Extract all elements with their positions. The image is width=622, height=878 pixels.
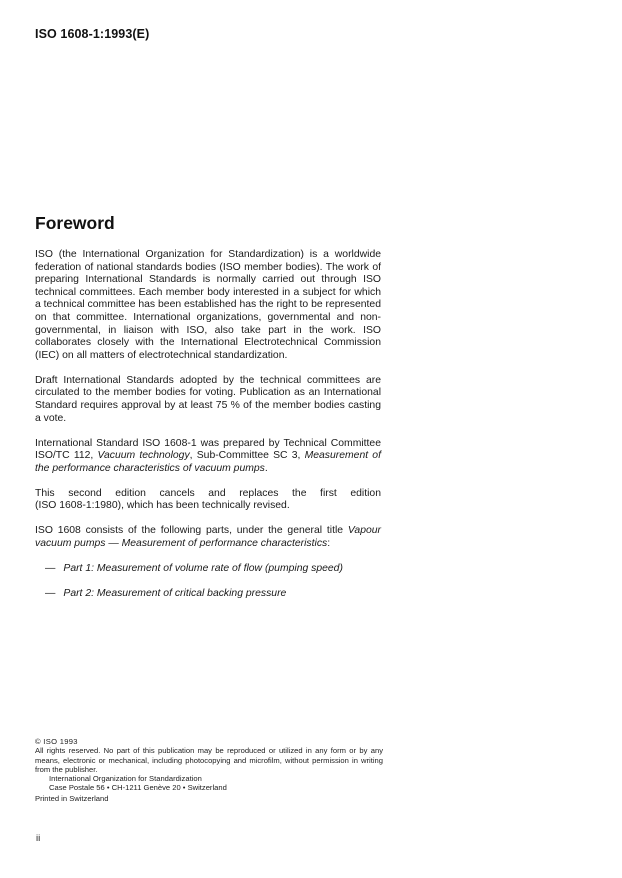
parts-intro-text-1: ISO 1608 consists of the following parts, under the general title (35, 525, 348, 537)
copyright-line: © ISO 1993 (35, 737, 78, 746)
paragraph-parts-intro (35, 525, 381, 550)
parts-intro-text-2: : (327, 537, 331, 549)
em-dash-bullet: — (45, 562, 56, 574)
paragraph-edition (35, 488, 381, 513)
copyright-footer (35, 737, 383, 803)
printed-in: Printed in Switzerland (35, 793, 109, 803)
list-item-part-1 (35, 563, 381, 576)
foreword-body (35, 249, 381, 613)
section-title: Foreword (35, 213, 115, 233)
prepared-by-text-3: . (264, 462, 268, 474)
paragraph-iso-intro: ISO (the International Organization for Standardization) is a worldwide federation of national standards bodies (ISO member bodies). The work of preparing International Standards is normally carried out through ISO technical committees. Each member body interested in a subject for which a technical committee has been established has the right to be represented on that committee. International organizations, governmental and non-governmental, in liaison with ISO, also take part in the work. ISO collaborates closely with the International Electrotechnical Commission (IEC) on all matters of electrotechnical standardization. (35, 249, 381, 361)
list-item-part-2 (35, 588, 381, 601)
parts-list (35, 563, 381, 601)
prepared-by-text-1: International Standard ISO 1608-1 was prepared by Technical Committee ISO/TC 112, (35, 437, 381, 462)
rights-statement: All rights reserved. No part of this publication may be reproduced or utilized in any form or by any means, electronic or mechanical, including photocopying and microfilm, without permission in writing from the publisher. (35, 746, 383, 774)
committee-name: Vacuum technology (97, 450, 190, 462)
paragraph-prepared-by (35, 438, 381, 476)
page-number: ii (36, 833, 41, 844)
prepared-by-text-2: , Sub-Committee SC 3, (189, 450, 305, 462)
document-id: ISO 1608-1:1993(E) (35, 27, 150, 41)
edition-line-2: (ISO 1608-1:1980), which has been technically revised. (35, 500, 290, 512)
organization-address: Case Postale 56 • CH-1211 Genève 20 • Switzerland (49, 783, 227, 793)
paragraph-draft-standards: Draft International Standards adopted by the technical committees are circulated to the member bodies for voting. Publication as an International Standard requires approval by at least 75 % of the member bodies casting a vote. (35, 374, 381, 424)
general-title: Vapour vacuum pumps — Measurement of performance characteristics (35, 525, 381, 549)
edition-line-1: This second edition cancels and replaces the first edition (35, 487, 381, 499)
part-label: Part 1: Measurement of volume rate of flow (pumping speed) (63, 562, 343, 574)
subcommittee-name: Measurement of the performance characteristics of vacuum pumps (35, 450, 381, 474)
em-dash-bullet: — (45, 588, 56, 600)
part-label: Part 2: Measurement of critical backing pressure (63, 588, 287, 600)
organization-name: International Organization for Standardization (49, 774, 202, 784)
